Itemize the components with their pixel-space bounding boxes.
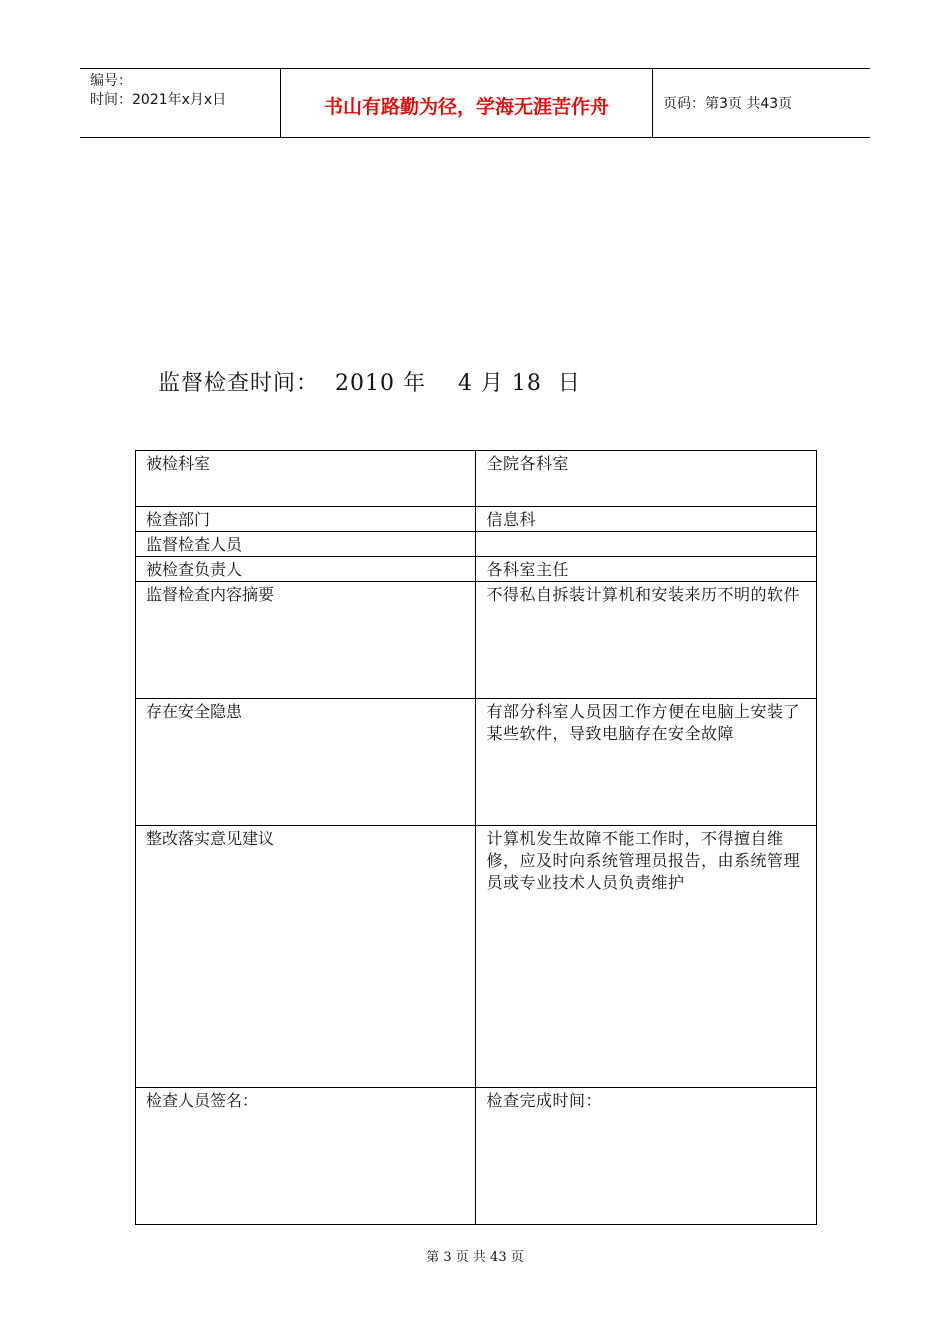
header-page-info: 页码：第3页 共43页: [663, 96, 793, 112]
table-row: [136, 507, 817, 532]
header-meta: [80, 69, 281, 137]
table-row: [136, 451, 817, 507]
inspection-date-title: 监督检查时间： 2010 年 4 月 18 日: [158, 371, 581, 396]
page-footer: 第 3 页 共 43 页: [426, 1250, 524, 1265]
completion-time-label: 检查完成时间：: [476, 1088, 817, 1225]
row-value: 各科室主任: [476, 557, 817, 582]
page-header: [80, 68, 870, 138]
row-label: 监督检查人员: [136, 532, 476, 557]
row-value: 不得私自拆装计算机和安装来历不明的软件: [476, 582, 817, 699]
document-time-label: 时间：2021年x月x日: [90, 92, 227, 108]
row-label: 整改落实意见建议: [136, 826, 476, 1088]
row-value: [476, 532, 817, 557]
table-row: [136, 532, 817, 557]
table-row: [136, 699, 817, 826]
row-value: 有部分科室人员因工作方便在电脑上安装了某些软件，导致电脑存在安全故障: [476, 699, 817, 826]
row-label: 监督检查内容摘要: [136, 582, 476, 699]
table-row: [136, 582, 817, 699]
row-label: 被检科室: [136, 451, 476, 507]
document-number-label: 编号：: [90, 73, 132, 89]
table-row: [136, 557, 817, 582]
row-label: 检查部门: [136, 507, 476, 532]
header-motto: 书山有路勤为径，学海无涯苦作舟: [281, 69, 653, 137]
table-row: [136, 1088, 817, 1225]
row-value: 全院各科室: [476, 451, 817, 507]
row-label: 被检查负责人: [136, 557, 476, 582]
inspection-form-table: [135, 450, 817, 1225]
inspector-signature-label: 检查人员签名：: [136, 1088, 476, 1225]
row-value: 信息科: [476, 507, 817, 532]
row-value: 计算机发生故障不能工作时，不得擅自维修，应及时向系统管理员报告，由系统管理员或专业技术人员负责维护: [476, 826, 817, 1088]
row-label: 存在安全隐患: [136, 699, 476, 826]
table-row: [136, 826, 817, 1088]
